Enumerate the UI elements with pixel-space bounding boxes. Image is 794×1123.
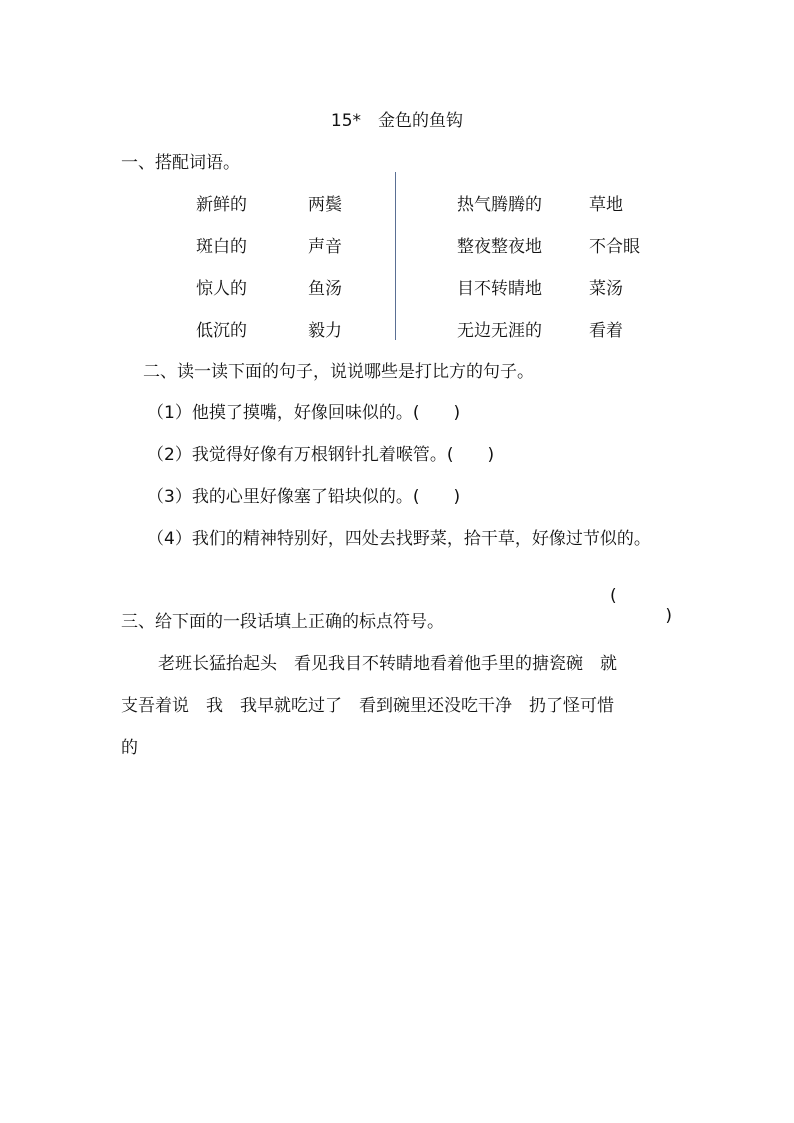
page-title: 15* 金色的鱼钩 <box>330 111 464 131</box>
section1-heading: 一、搭配词语。 <box>121 153 240 173</box>
column-divider <box>395 172 396 340</box>
left-word-a-3: 惊人的 <box>196 279 247 299</box>
paren-open: ( <box>610 586 617 606</box>
left-word-b-4: 毅力 <box>308 321 342 341</box>
right-word-a-2: 整夜整夜地 <box>457 237 542 257</box>
section2-heading: 二、读一读下面的句子，说说哪些是打比方的句子。 <box>143 362 534 382</box>
left-word-b-3: 鱼汤 <box>308 279 342 299</box>
right-word-b-1: 草地 <box>589 195 623 215</box>
left-word-b-2: 声音 <box>308 237 342 257</box>
passage-line-3: 的 <box>121 738 138 758</box>
passage-line-2: 支吾着说 我 我早就吃过了 看到碗里还没吃干净 扔了怪可惜 <box>121 696 614 716</box>
passage-line-1: 老班长猛抬起头 看见我目不转睛地看着他手里的搪瓷碗 就 <box>158 654 617 674</box>
right-word-b-2: 不合眼 <box>589 237 640 257</box>
right-word-a-4: 无边无涯的 <box>457 321 542 341</box>
sentence-4: （4）我们的精神特别好，四处去找野菜，拾干草，好像过节似的。 <box>147 529 651 549</box>
left-word-a-1: 新鲜的 <box>196 195 247 215</box>
left-word-a-4: 低沉的 <box>196 321 247 341</box>
right-word-b-3: 菜汤 <box>589 279 623 299</box>
sentence-2: （2）我觉得好像有万根钢针扎着喉管。( ) <box>147 445 495 465</box>
left-word-a-2: 斑白的 <box>196 237 247 257</box>
right-word-a-1: 热气腾腾的 <box>457 195 542 215</box>
sentence-1: （1）他摸了摸嘴，好像回味似的。( ) <box>147 403 461 423</box>
left-word-b-1: 两鬓 <box>308 195 342 215</box>
sentence-3: （3）我的心里好像塞了铅块似的。( ) <box>147 487 461 507</box>
section3-heading: 三、给下面的一段话填上正确的标点符号。 <box>121 612 444 632</box>
right-word-b-4: 看着 <box>589 321 623 341</box>
right-word-a-3: 目不转睛地 <box>457 279 542 299</box>
paren-close: ) <box>665 606 672 626</box>
answer-parens <box>610 566 672 626</box>
